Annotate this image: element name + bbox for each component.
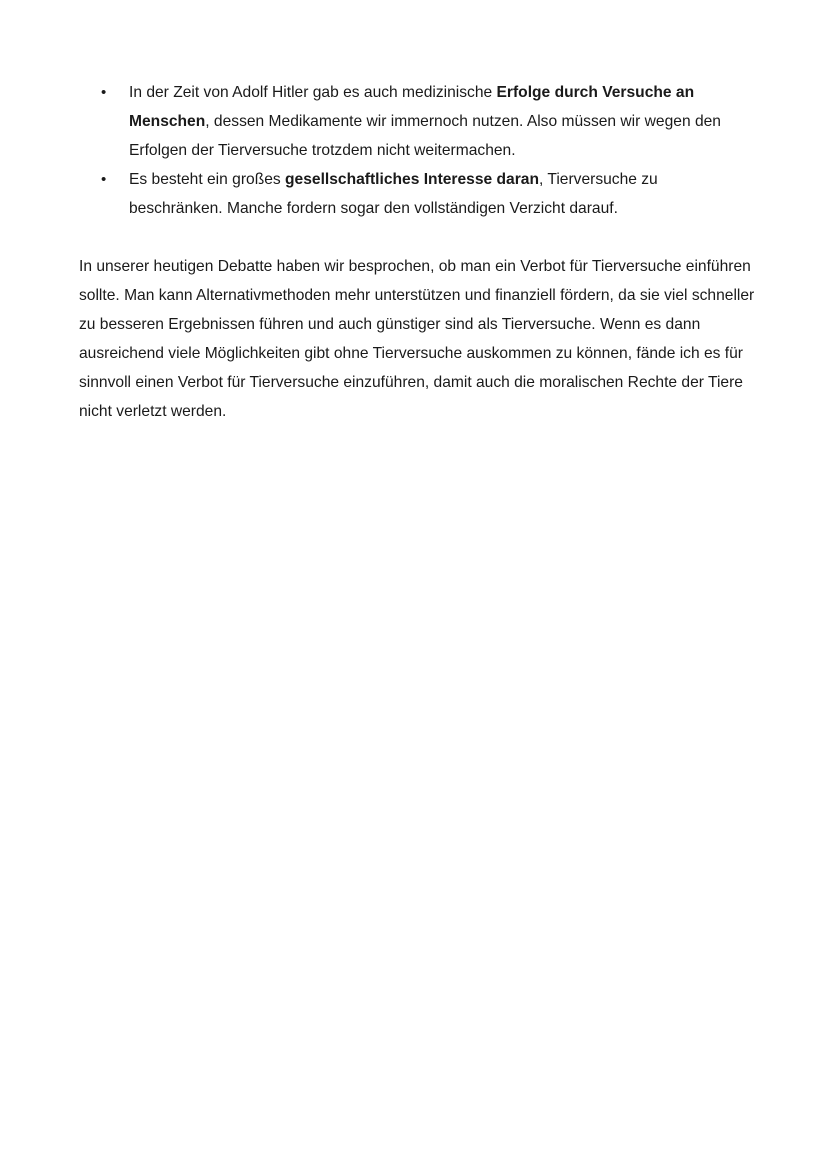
bullet-text-segment: In der Zeit von Adolf Hitler gab es auch medizinische bbox=[129, 84, 497, 101]
bullet-text-segment: Es besteht ein großes bbox=[129, 171, 286, 188]
bullet-icon: • bbox=[101, 84, 107, 101]
conclusion-paragraph: In unserer heutigen Debatte haben wir besprochen, ob man ein Verbot für Tierversuche einführen sollte. Man kann Alternativmethoden mehr unterstützen und finanziell fördern, da sie viel schneller zu besseren Ergebnissen führen und auch günstiger sind als Tierversuche. Wenn es dann ausreichend viele Möglichkeiten gibt ohne Tierversuche auskommen zu können, fände ich es für sinnvoll einen Verbot für Tierversuche einzuführen, damit auch die moralischen Rechte der Tiere nicht verletzt werden. bbox=[79, 258, 755, 420]
bullet-text-bold-segment: Erfolge durch Versuche an Menschen bbox=[129, 84, 695, 130]
bullet-list bbox=[98, 78, 748, 223]
bullet-text-bold-segment: gesellschaftliches Interesse daran bbox=[285, 171, 539, 188]
bullet-item bbox=[98, 78, 748, 165]
bullet-icon: • bbox=[101, 171, 107, 188]
bullet-text-segment: , dessen Medikamente wir immernoch nutzen. Also müssen wir wegen den Erfolgen der Tierversuche trotzdem nicht weitermachen. bbox=[129, 113, 721, 159]
bullet-item bbox=[98, 165, 748, 223]
bullet-text-segment: , Tierversuche zu beschränken. Manche fordern sogar den vollständigen Verzicht darauf. bbox=[129, 171, 658, 217]
